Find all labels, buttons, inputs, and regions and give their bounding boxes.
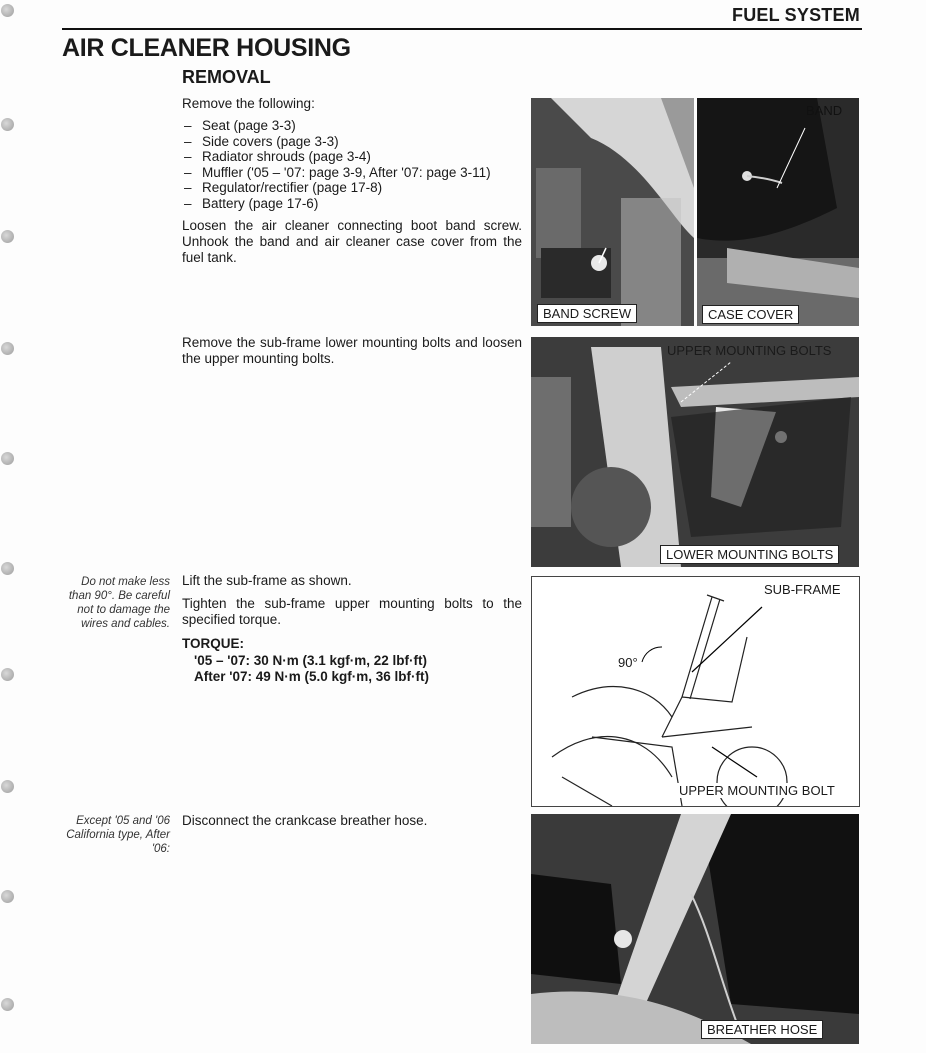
list-item: – Seat (page 3-3) [182,118,522,134]
label-upper-mounting-bolt: UPPER MOUNTING BOLT [679,783,835,798]
binder-hole [1,562,14,575]
torque-spec-05-07: '05 – '07: 30 N·m (3.1 kgf·m, 22 lbf·ft) [194,653,427,668]
header-rule [62,28,862,30]
binder-hole [1,668,14,681]
binder-hole [1,230,14,243]
label-band: BAND [806,103,843,118]
label-sub-frame: SUB-FRAME [764,582,841,597]
removal-list [182,118,522,211]
step-tighten-bolts: Tighten the sub-frame upper mounting bolts to the specified torque. [182,596,522,627]
section-header: FUEL SYSTEM [732,5,860,25]
list-item: – Muffler ('05 – '07: page 3-9, After '07: page 3-11) [182,165,522,181]
label-angle: 90° [618,655,638,670]
step-loosen-band: Loosen the air cleaner connecting boot band screw. Unhook the band and air cleaner case cover from the fuel tank. [182,218,522,265]
binder-hole [1,4,14,17]
list-item: – Battery (page 17-6) [182,196,522,212]
label-case-cover: CASE COVER [702,305,799,324]
label-upper-mounting-bolts: UPPER MOUNTING BOLTS [667,343,832,358]
removal-intro: Remove the following: [182,96,315,111]
label-band-screw: BAND SCREW [537,304,637,323]
binder-hole [1,452,14,465]
label-breather-hose: BREATHER HOSE [701,1020,823,1039]
binder-hole [1,998,14,1011]
removal-heading: REMOVAL [182,67,271,87]
binder-hole [1,780,14,793]
photo-subframe-bolts [531,337,859,567]
photo-band-screw [531,98,694,326]
list-item: – Side covers (page 3-3) [182,134,522,150]
torque-label: TORQUE: [182,636,245,651]
caution-note: Do not make less than 90°. Be careful not to damage the wires and cables. [68,576,170,630]
step-remove-bolts: Remove the sub-frame lower mounting bolts and loosen the upper mounting bolts. [182,335,522,366]
photo-breather-hose [531,814,859,1044]
page-title: AIR CLEANER HOUSING [62,34,351,62]
step-lift-subframe: Lift the sub-frame as shown. [182,573,352,588]
drawing-subframe-lift [531,576,860,807]
photo-case-cover [697,98,859,326]
list-item: – Radiator shrouds (page 3-4) [182,149,522,165]
step-disconnect-hose: Disconnect the crankcase breather hose. [182,813,428,828]
binder-hole [1,342,14,355]
model-note: Except '05 and '06 California type, After '06: [66,815,170,855]
label-lower-mounting-bolts: LOWER MOUNTING BOLTS [660,545,839,564]
binder-hole [1,890,14,903]
torque-spec-after-07: After '07: 49 N·m (5.0 kgf·m, 36 lbf·ft) [194,669,429,684]
list-item: – Regulator/rectifier (page 17-8) [182,180,522,196]
binder-hole [1,118,14,131]
